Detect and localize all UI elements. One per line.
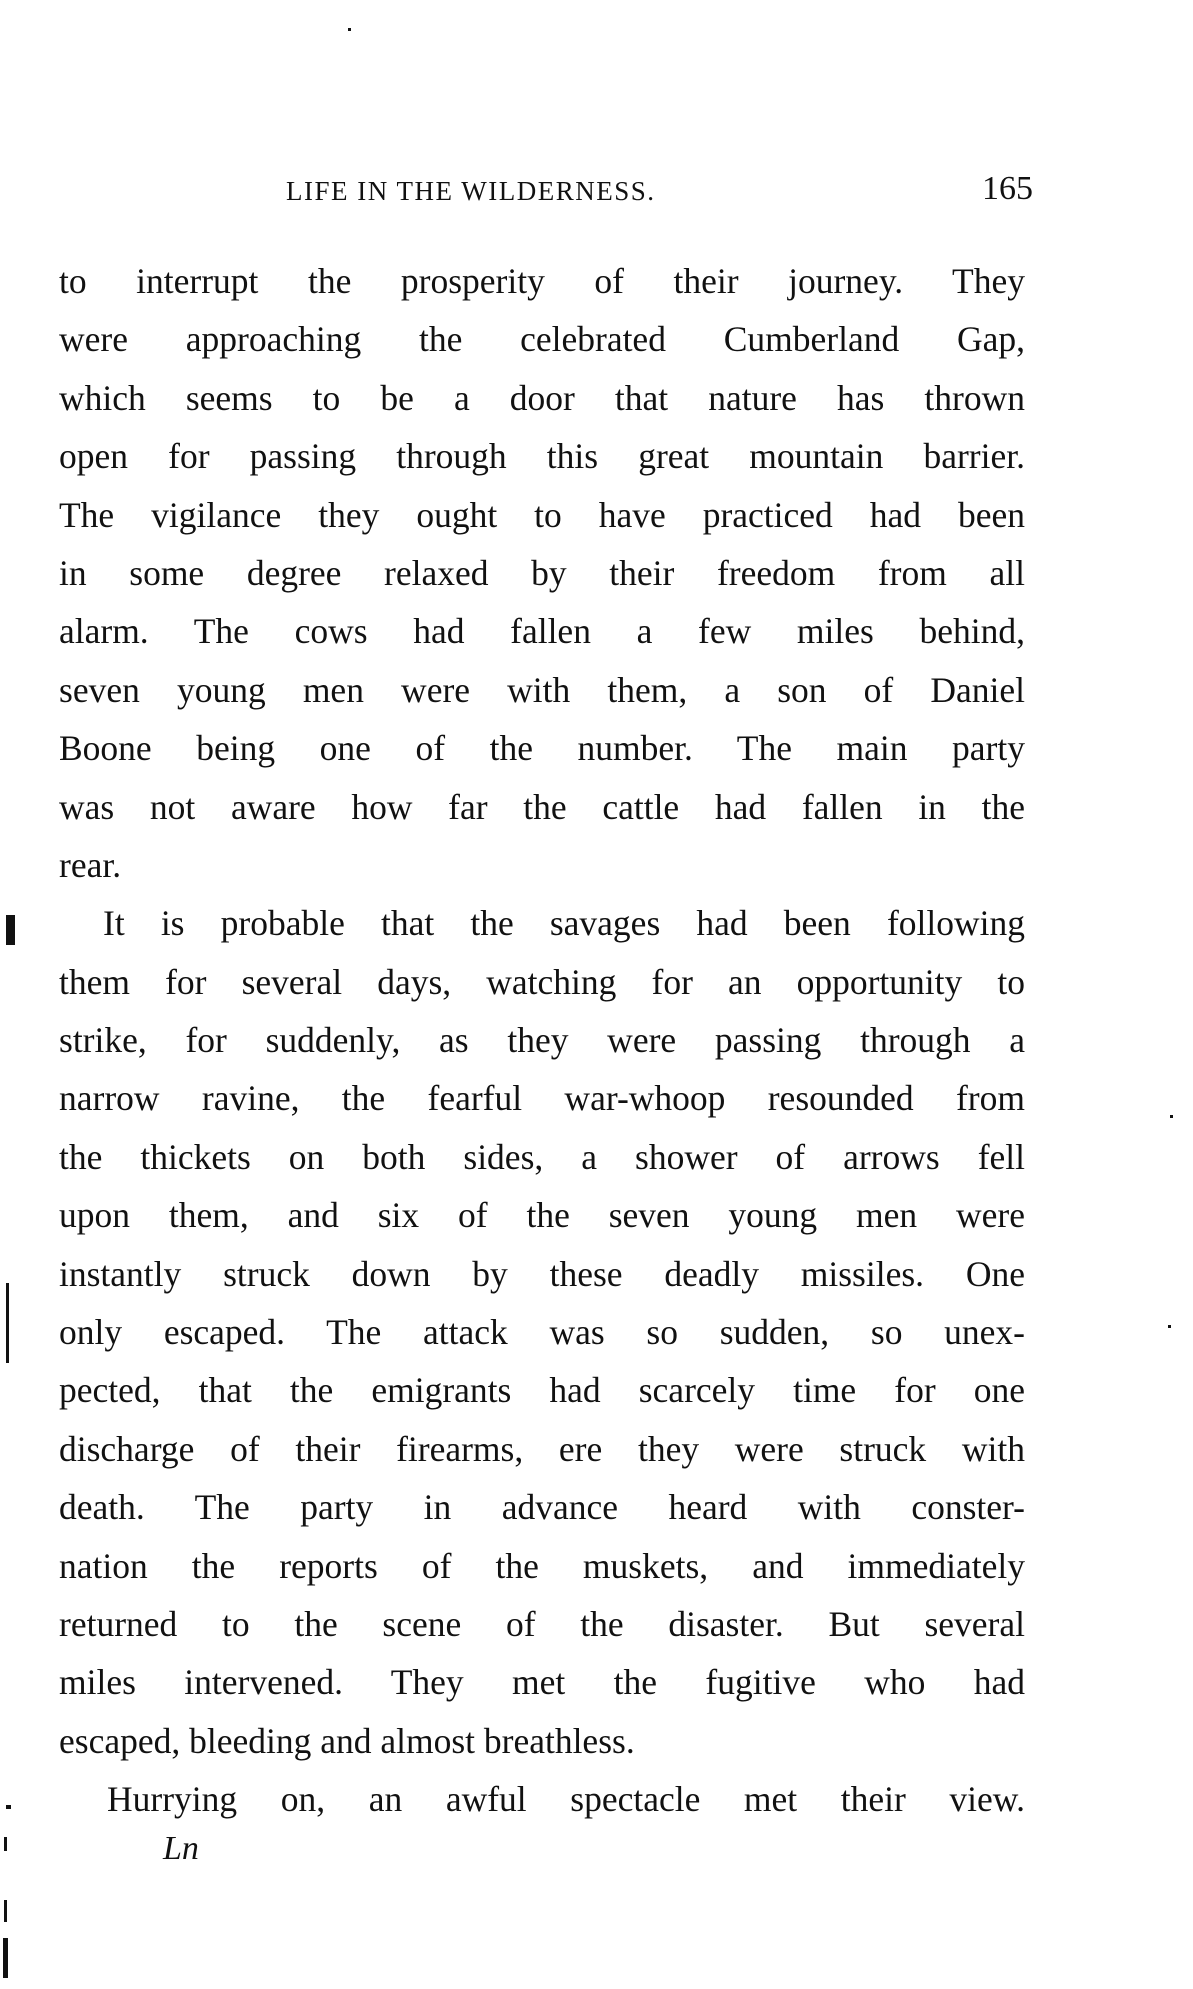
text-line: instantly struck down by these deadly missiles. One: [59, 1253, 1025, 1294]
text-line: Boone being one of the number. The main party: [59, 728, 1025, 769]
text-line: rear.: [59, 844, 122, 885]
text-line: open for passing through this great mountain barrier.: [59, 436, 1025, 477]
scan-speck: [1170, 1115, 1173, 1118]
text-line: narrow ravine, the fearful war-whoop resounded from: [59, 1078, 1025, 1119]
margin-mark: [6, 1805, 11, 1809]
page-number: 165: [982, 170, 1033, 207]
margin-mark: [6, 915, 15, 945]
text-line: upon them, and six of the seven young men were: [59, 1195, 1025, 1236]
text-line: in some degree relaxed by their freedom from all: [59, 552, 1025, 593]
page-body: [59, 252, 1025, 1829]
text-line: death. The party in advance heard with conster-: [59, 1487, 1025, 1528]
margin-mark: [4, 1900, 7, 1922]
paragraph-start-line: It is probable that the savages had been following: [103, 903, 1025, 944]
scan-speck: [348, 28, 351, 31]
text-line: only escaped. The attack was so sudden, so unex-: [59, 1312, 1025, 1353]
text-line: miles intervened. They met the fugitive who had: [59, 1662, 1025, 1703]
text-line: The vigilance they ought to have practiced had been: [59, 494, 1025, 535]
text-line: which seems to be a door that nature has thrown: [59, 377, 1025, 418]
scan-speck: [1168, 1325, 1171, 1328]
handwritten-note: Ln: [163, 1830, 199, 1867]
text-line: seven young men were with them, a son of Daniel: [59, 669, 1025, 710]
text-line: the thickets on both sides, a shower of arrows fell: [59, 1136, 1025, 1177]
text-line: nation the reports of the muskets, and immediately: [59, 1545, 1025, 1586]
text-line: to interrupt the prosperity of their journey. They: [59, 261, 1025, 301]
text-line: was not aware how far the cattle had fallen in the: [59, 786, 1025, 827]
text-line: escaped, bleeding and almost breathless.: [59, 1720, 635, 1761]
running-title: LIFE IN THE WILDERNESS.: [286, 176, 656, 206]
text-line: alarm. The cows had fallen a few miles behind,: [59, 611, 1025, 652]
text-line: returned to the scene of the disaster. But several: [59, 1603, 1025, 1644]
text-line: them for several days, watching for an opportunity to: [59, 961, 1025, 1002]
margin-mark: [4, 1837, 7, 1851]
paragraph-start-line: Hurrying on, an awful spectacle met their view.: [107, 1779, 1025, 1820]
text-line: were approaching the celebrated Cumberland Gap,: [59, 319, 1025, 360]
margin-mark: [3, 1938, 8, 1978]
text-line: discharge of their firearms, ere they were struck with: [59, 1428, 1025, 1469]
margin-mark: [6, 1283, 9, 1363]
text-line: strike, for suddenly, as they were passing through a: [59, 1020, 1025, 1061]
text-line: pected, that the emigrants had scarcely time for one: [59, 1370, 1025, 1411]
